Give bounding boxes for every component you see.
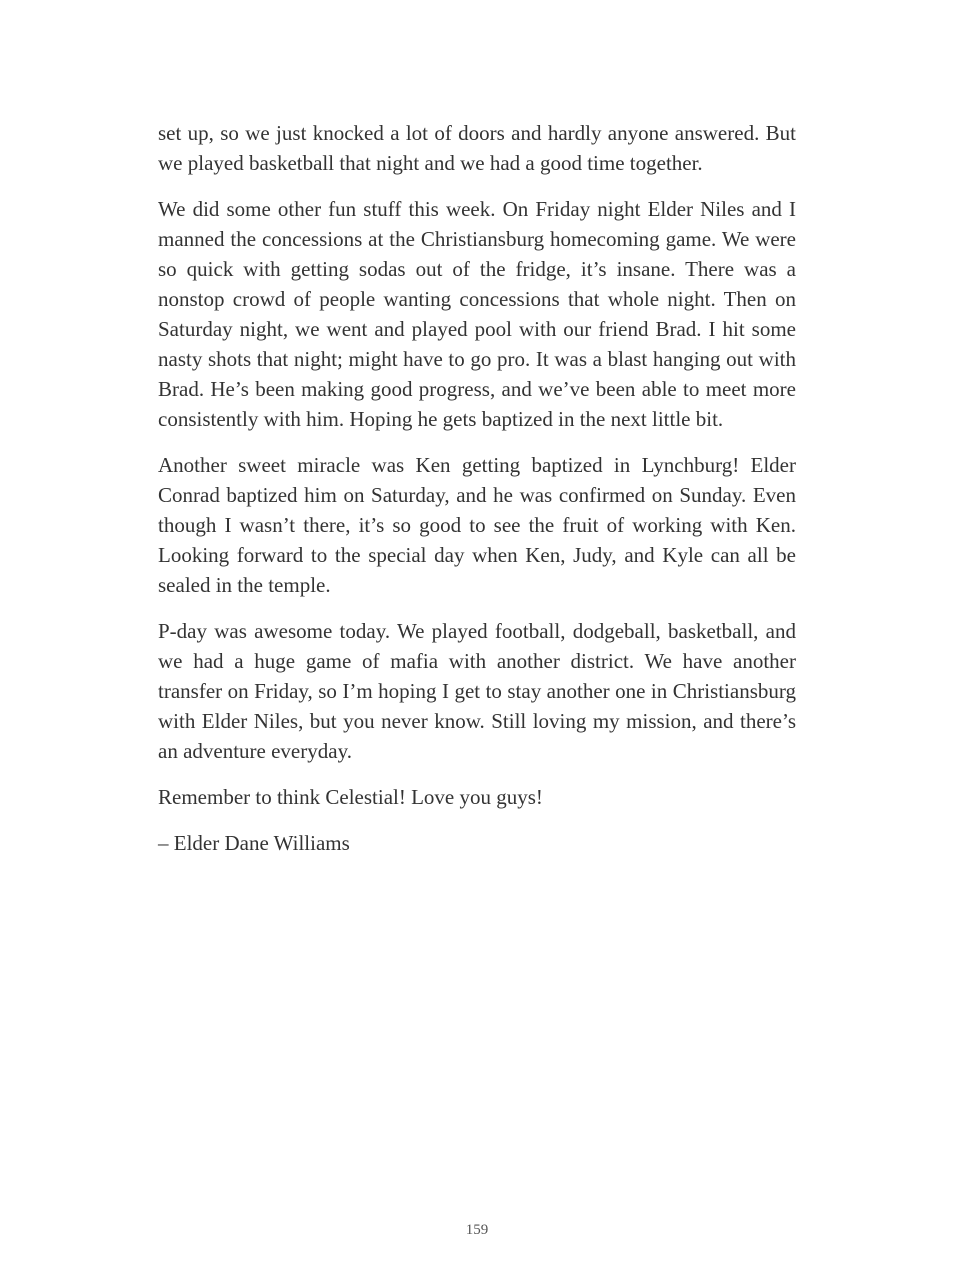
body-text — [158, 118, 796, 874]
paragraph-1: set up, so we just knocked a lot of doors and hardly anyone answered. But we played basketball that night and we had a good time together. — [158, 121, 796, 175]
paragraph-2: We did some other fun stuff this week. On Friday night Elder Niles and I manned the concessions at the Christiansburg homecoming game. We were so quick with getting sodas out of the fridge, it’s insane. There was a nonstop crowd of people wanting concessions that whole night. Then on Saturday night, we went and played pool with our friend Brad. I hit some nasty shots that night; might have to go pro. It was a blast hanging out with Brad. He’s been making good progress, and we’ve been able to meet more consistently with him. Hoping he gets baptized in the next little bit. — [158, 197, 796, 431]
paragraph-4: P-day was awesome today. We played football, dodgeball, basketball, and we had a huge game of mafia with another district. We have another transfer on Friday, so I’m hoping I get to stay another one in Christiansburg with Elder Niles, but you never know. Still loving my mission, and there’s an adventure everyday. — [158, 619, 796, 763]
page-number: 159 — [465, 1222, 489, 1238]
closing-line: Remember to think Celestial! Love you guys! — [158, 785, 543, 809]
signature: – Elder Dane Williams — [158, 831, 350, 855]
paragraph-3: Another sweet miracle was Ken getting baptized in Lynchburg! Elder Conrad baptized him on Saturday, and he was confirmed on Sunday. Even though I wasn’t there, it’s so good to see the fruit of working with Ken. Looking forward to the special day when Ken, Judy, and Kyle can all be sealed in the temple. — [158, 453, 796, 597]
